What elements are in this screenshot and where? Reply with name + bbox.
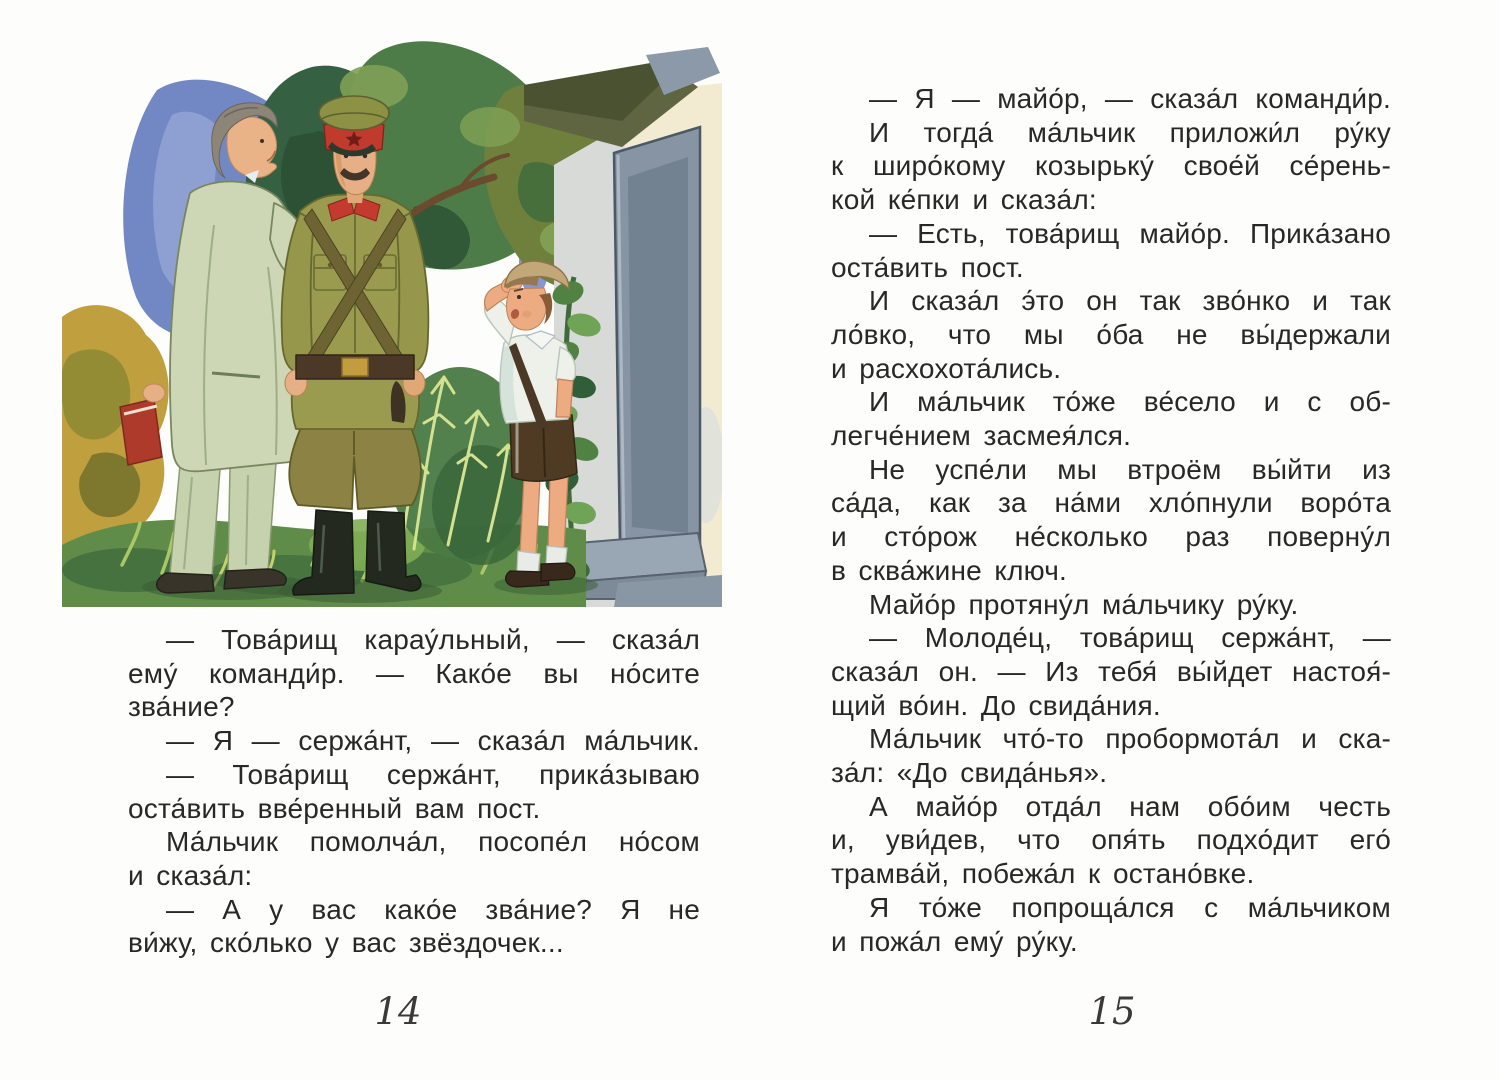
text-line: щий во́ин. До свида́ния.	[831, 689, 1161, 721]
text-line: оста́вить пост.	[831, 251, 1024, 283]
text-line: и, уви́дев, что опя́ть подхо́дит его́	[831, 824, 1391, 856]
text-line: — Молоде́ц, това́рищ сержа́нт, —	[869, 622, 1391, 654]
text-line: — А у вас како́е зва́ние? Я не	[166, 893, 700, 925]
text-line: И сказа́л э́то он так зво́нко и так	[869, 285, 1391, 317]
text-line: ему́ команди́р. — Како́е вы но́сите	[128, 657, 700, 689]
text-line: И тогда́ ма́льчик приложи́л ру́ку	[869, 116, 1391, 148]
text-line: оста́вить вве́ренный вам пост.	[128, 792, 541, 824]
text-line: кой ке́пки и сказа́л:	[831, 184, 1097, 216]
left-page-number: 14	[374, 990, 422, 1033]
text-line: — Я — майо́р, — сказа́л команди́р.	[869, 83, 1391, 114]
text-line: Ма́льчик помолча́л, посопе́л но́сом	[166, 826, 700, 858]
text-line: и сто́рож не́сколько раз поверну́л	[831, 521, 1391, 553]
text-line: и сказа́л:	[128, 859, 253, 891]
text-line: А майо́р отда́л нам обо́им честь	[869, 790, 1391, 822]
text-line: и пожа́л ему́ ру́ку.	[831, 925, 1078, 957]
garden-scene-illustration	[62, 25, 722, 613]
text-line: ло́вко, что мы о́ба не вы́держали	[831, 318, 1391, 350]
text-line: за́л: «До свида́нья».	[831, 757, 1108, 789]
text-line: в сква́жине ключ.	[831, 554, 1068, 586]
text-line: са́да, как за на́ми хло́пнули воро́та	[831, 487, 1391, 519]
right-page-text	[831, 82, 1391, 958]
officer-cap	[319, 96, 389, 156]
stone-steps	[578, 533, 722, 607]
text-line: трамва́й, побежа́л к остано́вке.	[831, 858, 1255, 890]
text-line: Ма́льчик что́-то пробормота́л и ска-	[869, 723, 1391, 755]
gate-opening	[614, 127, 700, 555]
text-line: Не успе́ли мы втроём вы́йти из	[869, 453, 1391, 485]
text-line: Майо́р протяну́л ма́льчику ру́ку.	[869, 588, 1299, 620]
text-line: — Това́рищ карау́льный, — сказа́л	[166, 624, 700, 655]
text-line: — Това́рищ сержа́нт, прика́зываю	[166, 758, 700, 790]
text-line: легче́нием засмея́лся.	[831, 420, 1132, 452]
text-line: зва́ние?	[128, 691, 235, 723]
text-line: к широ́кому козырьку́ свое́й се́рень-	[831, 150, 1391, 182]
text-line: сказа́л он. — Из тебя́ вы́йдет настоя́-	[831, 655, 1391, 687]
text-line: и расхохота́лись.	[831, 352, 1062, 384]
text-line: ви́жу, ско́лько у вас звёздочек...	[128, 927, 564, 959]
text-line: — Есть, това́рищ майо́р. Прика́зано	[869, 217, 1391, 249]
text-line: И ма́льчик то́же ве́село и с об-	[869, 386, 1391, 418]
left-page-text	[128, 623, 700, 960]
text-line: — Я — сержа́нт, — сказа́л ма́льчик.	[166, 725, 700, 757]
right-page-number: 15	[1088, 990, 1136, 1033]
text-line: Я то́же попроща́лся с ма́льчиком	[869, 891, 1391, 923]
